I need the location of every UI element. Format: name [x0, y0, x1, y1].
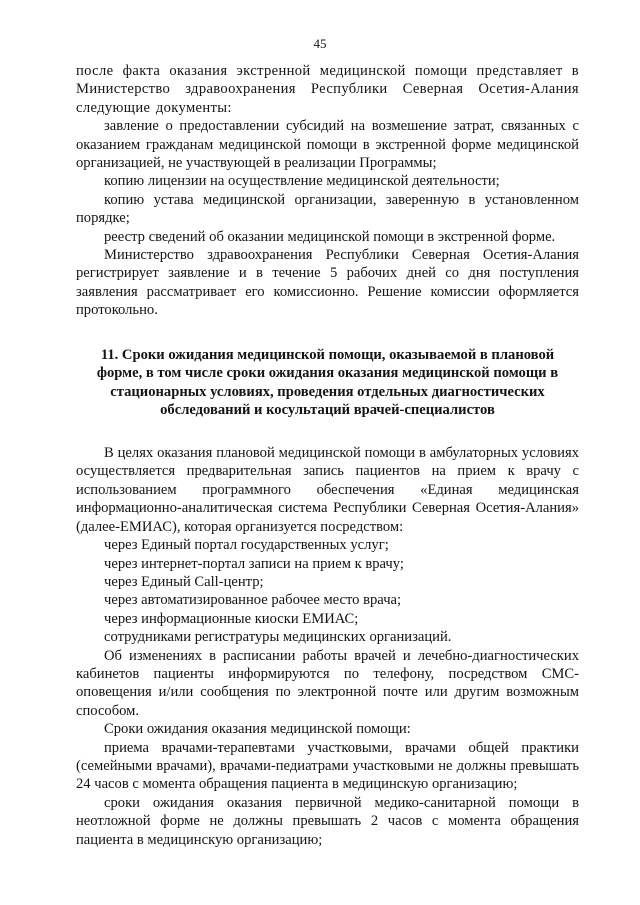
- section-heading: 11. Сроки ожидания медицинской помощи, оказываемой в плановой форме, в том числе сроки ожидания оказания медицинской помощи в стационарных условиях, проведения отдельных диагностических обследований и косультаций врачей-специалистов: [96, 346, 559, 419]
- registration-paragraph: Министерство здравоохранения Республики Северная Осетия-Алания регистрирует заявление и в течение 5 рабочих дней со дня поступления заявления рассматривает его комиссионно. Решение комиссии оформляется протокольно.: [76, 247, 579, 319]
- intro-paragraph: после факта оказания экстренной медицинской помощи представляет в Министерство здравоохранения Республики Северная Осетия-Алания следующие документы:: [76, 63, 579, 116]
- channel-item-1: через Единый портал государственных услуг;: [104, 537, 389, 554]
- waiting-time-item-1: приема врачами-терапевтами участковыми, врачами общей практики (семейными врачами), врачами-педиатрами участковыми не должны превышать 24 часов с момента обращения пациента в медицинскую организацию;: [76, 739, 579, 793]
- channel-item-2: через интернет-портал записи на прием к врачу;: [104, 555, 404, 572]
- channel-item-4: через автоматизированное рабочее место врача;: [104, 592, 402, 609]
- document-item-4: реестр сведений об оказании медицинской помощи в экстренной форме.: [104, 228, 556, 245]
- document-item-1: завление о предоставлении субсидий на возмешение затрат, связанных с оказанием гражданам медицинской помощи в экстренной форме медицинской организацией, не участвующей в реализации Программы;: [76, 118, 579, 172]
- appointment-intro-paragraph: В целях оказания плановой медицинской помощи в амбулаторных условиях осуществляется предварительная запись пациентов на прием к врачу с использованием программного обеспечения «Единая медицинская информационно-аналитическая система Республики Северная Осетия-Алания» (далее-ЕМИАС), которая организуется посредством:: [76, 445, 579, 535]
- document-item-3: копию устава медицинской организации, заверенную в установленном порядке;: [76, 191, 579, 227]
- channel-item-6: сотрудниками регистратуры медицинских организаций.: [104, 629, 452, 646]
- channel-item-5: через информационные киоски ЕМИАС;: [104, 610, 359, 627]
- waiting-times-title: Сроки ожидания оказания медицинской помощи:: [104, 721, 411, 738]
- page-number: 45: [313, 36, 327, 51]
- waiting-time-item-2: сроки ожидания оказания первичной медико-санитарной помощи в неотложной форме не должны превышать 2 часов с момента обращения пациента в медицинскую организацию;: [76, 794, 579, 848]
- channel-item-3: через Единый Call-центр;: [104, 573, 264, 590]
- page-content: [76, 62, 579, 849]
- schedule-changes-paragraph: Об изменениях в расписании работы врачей и лечебно-диагностических кабинетов пациенты информируются по телефону, посредством СМС-оповещения и/или сообщения по электронной почте или другим возможным способом.: [76, 647, 579, 719]
- document-item-2: копию лицензии на осуществление медицинской деятельности;: [104, 173, 500, 190]
